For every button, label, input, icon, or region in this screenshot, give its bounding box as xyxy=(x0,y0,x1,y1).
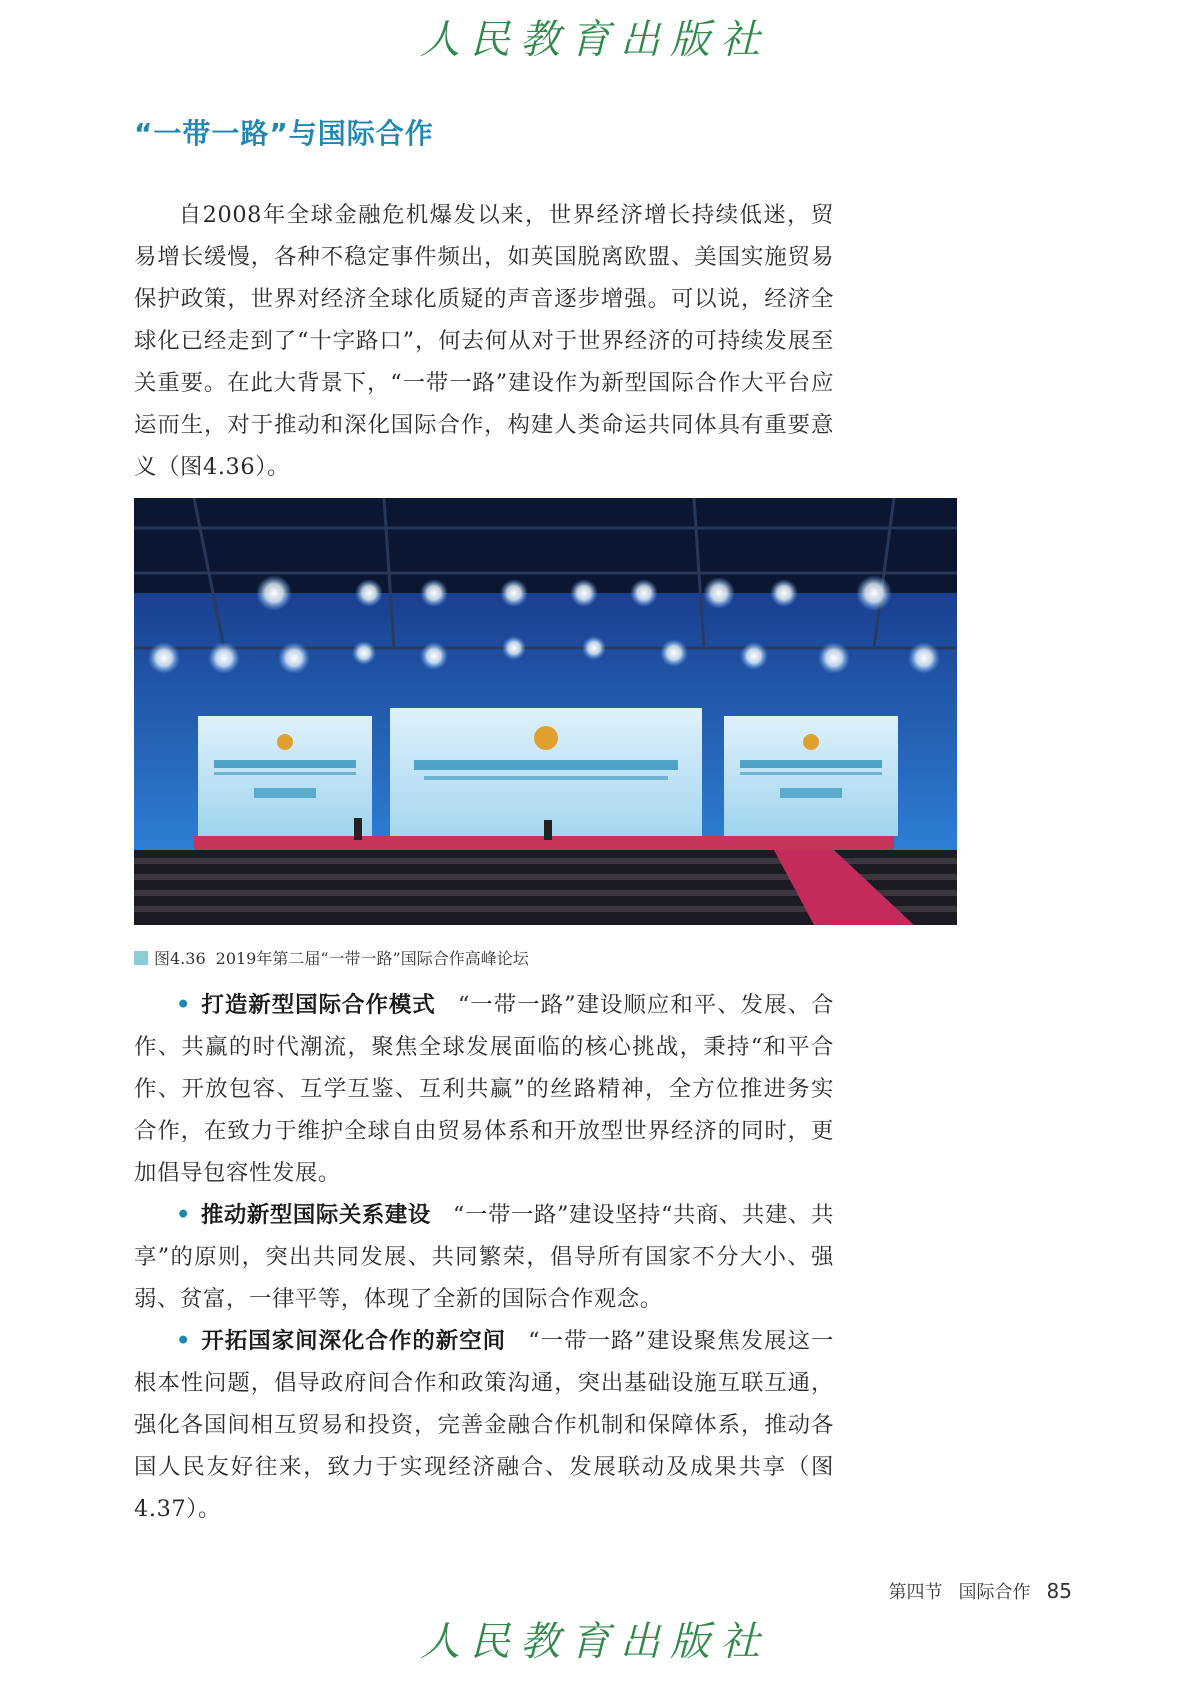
bullet-dot-icon: • xyxy=(176,1328,191,1354)
caption-marker xyxy=(134,951,148,965)
footer-topic: 国际合作 xyxy=(958,1582,1031,1603)
bullet-dot-icon: • xyxy=(176,1202,191,1228)
intro-paragraph: 自2008年全球金融危机爆发以来，世界经济增长持续低迷，贸易增长缓慢，各种不稳定事件频出，如英国脱离欧盟、美国实施贸易保护政策，世界对经济全球化质疑的声音逐步增强。可以说，经济全球化已经走到了“十字路口”，何去何从对于世界经济的可持续发展至关重要。在此大背景下，“一带一路”建设作为新型国际合作大平台应运而生，对于推动和深化国际合作，构建人类命运共同体具有重要意义（图4.36）。 xyxy=(134,202,834,480)
figure-caption-text: 2019年第二届“一带一路”国际合作高峰论坛 xyxy=(215,949,529,968)
footer-section: 第四节 xyxy=(888,1582,943,1603)
section-title: “一带一路”与国际合作 xyxy=(134,117,434,150)
publisher-logo-bottom: 人民教育出版社 xyxy=(420,1619,770,1665)
bullet-item xyxy=(134,1194,834,1320)
page-number: 85 xyxy=(1046,1579,1072,1603)
publisher-logo-top: 人民教育出版社 xyxy=(420,17,770,63)
bullet-lead: 打造新型国际合作模式 xyxy=(200,992,436,1018)
figure-caption xyxy=(134,946,529,969)
bullet-lead: 开拓国家间深化合作的新空间 xyxy=(200,1328,507,1354)
bullet-text: “一带一路”建设顺应和平、发展、合作、共赢的时代潮流，聚焦全球发展面临的核心挑战，秉持“和平合作、开放包容、互学互鉴、互利共赢”的丝路精神，全方位推进务实合作，在致力于维护全球自由贸易体系和开放型世界经济的同时，更加倡导包容性发展。 xyxy=(134,992,835,1186)
bullet-item xyxy=(134,1320,834,1530)
page-footer xyxy=(889,1578,1072,1604)
forum-photo-illustration xyxy=(134,498,957,925)
bullet-dot-icon: • xyxy=(176,992,191,1018)
bullet-item xyxy=(134,984,834,1194)
bullet-text: “一带一路”建设坚持“共商、共建、共享”的原则，突出共同发展、共同繁荣，倡导所有国家不分大小、强弱、贫富，一律平等，体现了全新的国际合作观念。 xyxy=(134,1202,835,1312)
forum-photo xyxy=(134,498,957,925)
bullet-text: “一带一路”建设聚焦发展这一根本性问题，倡导政府间合作和政策沟通，突出基础设施互联互通，强化各国间相互贸易和投资，完善金融合作机制和保障体系，推动各国人民友好往来，致力于实现经济融合、发展联动及成果共享（图4.37）。 xyxy=(134,1328,834,1522)
bullet-lead: 推动新型国际关系建设 xyxy=(200,1202,431,1228)
figure-number: 图4.36 xyxy=(154,949,206,968)
